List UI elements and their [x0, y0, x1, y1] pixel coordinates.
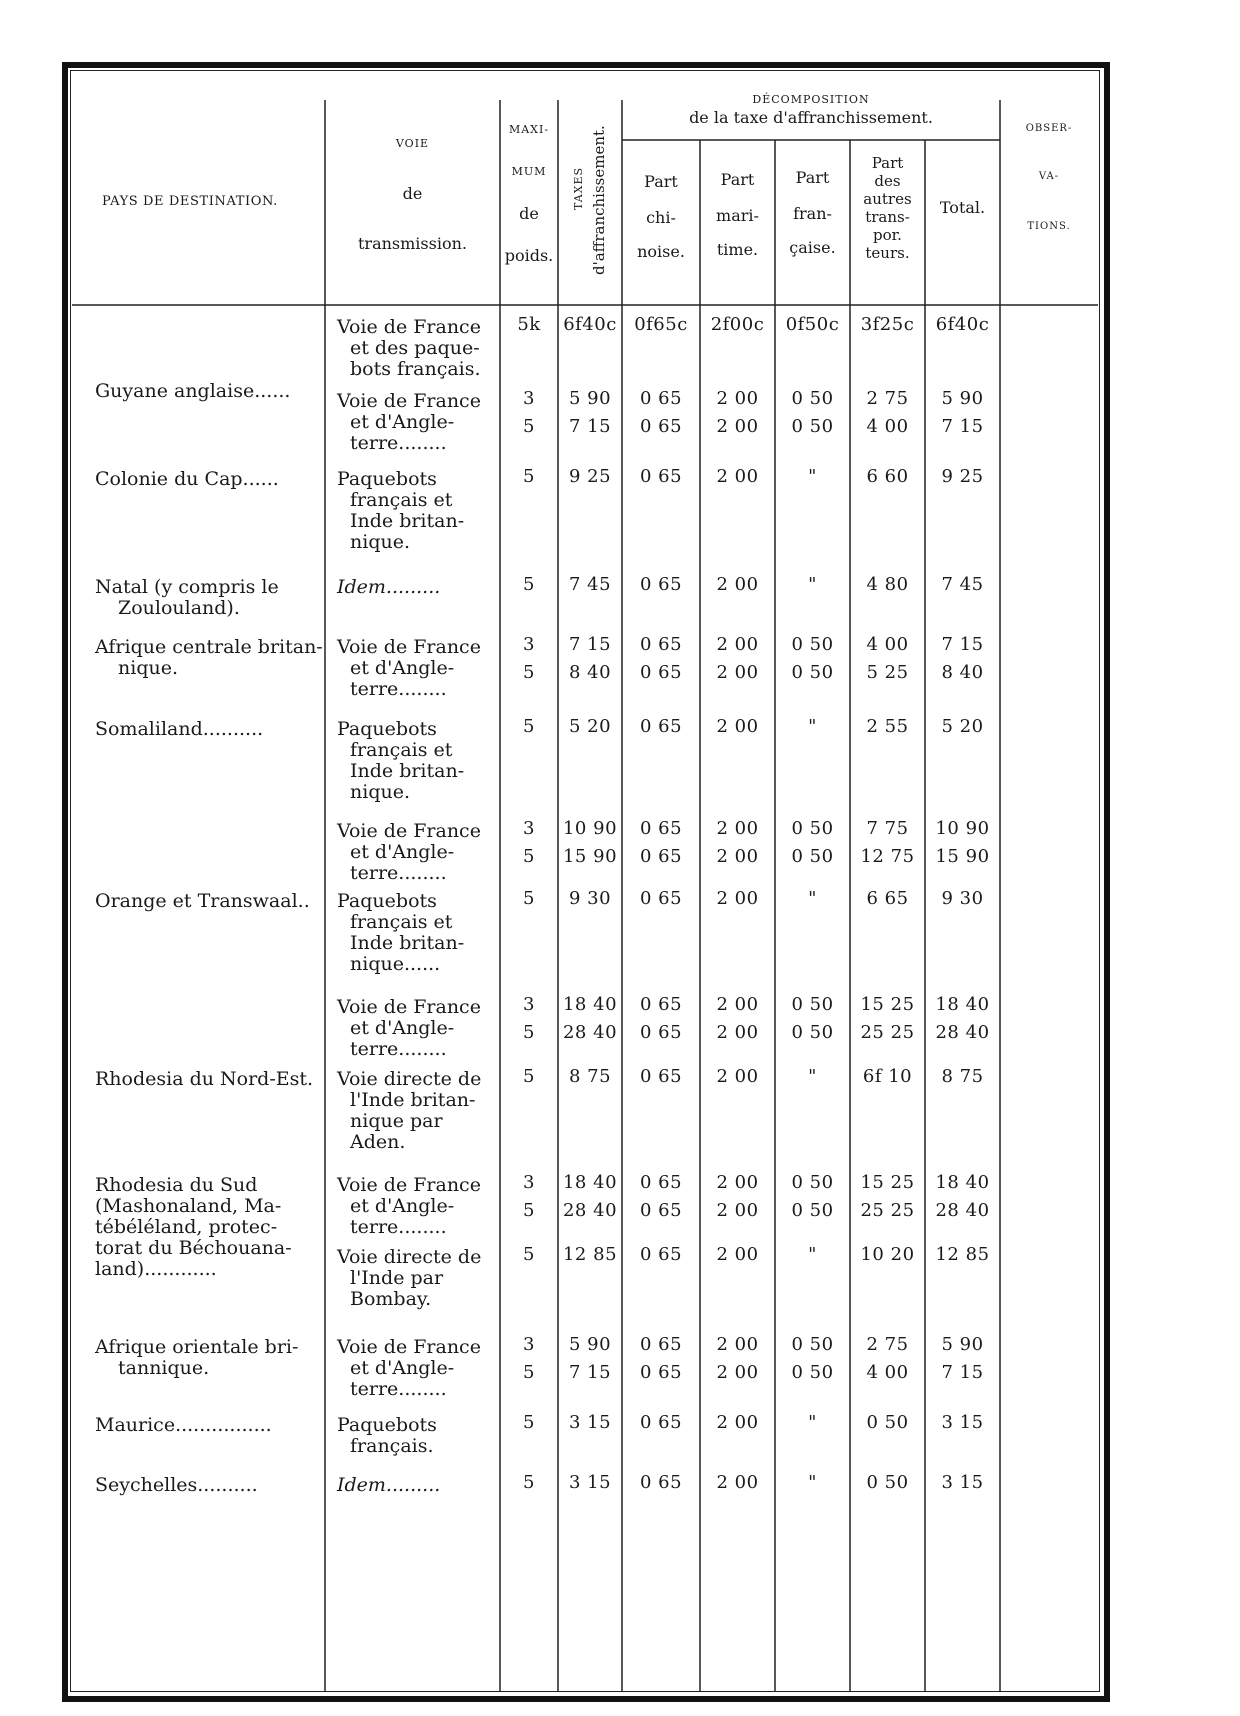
row-pays: Orange et Transwaal..: [95, 890, 310, 912]
row-voie: et des paque-: [350, 337, 480, 359]
row-voie: terre........: [350, 678, 447, 700]
row-francaise: 0 50: [791, 1362, 834, 1383]
row-total: 5 90: [941, 1334, 984, 1355]
row-taxe: 9 30: [568, 888, 612, 909]
row-francaise: 0 50: [791, 1172, 834, 1193]
row-total: 9 25: [941, 466, 984, 487]
row-taxe: 5 20: [568, 716, 612, 737]
row-maritime: 2 00: [716, 1412, 759, 1433]
row-maritime: 2 00: [716, 1244, 759, 1265]
row-chinoise: 0 65: [639, 662, 683, 683]
row-maritime: 2 00: [716, 1172, 759, 1193]
row-taxe: 6f40c: [563, 314, 617, 335]
header-part-autres-6: teurs.: [865, 244, 910, 262]
row-autres: 3f25c: [860, 314, 915, 335]
row-maritime: 2 00: [716, 1362, 759, 1383]
row-francaise: ": [808, 1472, 817, 1493]
header-maximum-2: MUM: [511, 165, 547, 178]
row-taxe: 3 15: [568, 1412, 612, 1433]
row-chinoise: 0 65: [639, 1172, 683, 1193]
row-francaise: 0 50: [791, 634, 834, 655]
row-maritime: 2 00: [716, 1066, 759, 1087]
row-taxe: 5 90: [568, 388, 612, 409]
row-total: 10 90: [935, 818, 990, 839]
row-voie: français.: [350, 1435, 434, 1457]
header-decomposition-1: DÉCOMPOSITION: [752, 93, 870, 106]
row-poids: 5: [523, 1066, 535, 1087]
row-voie: français et: [350, 739, 453, 761]
row-voie: nique......: [350, 953, 441, 975]
row-voie: et d'Angle-: [350, 1195, 455, 1217]
row-maritime: 2 00: [716, 662, 759, 683]
row-voie: français et: [350, 911, 453, 933]
row-autres: 5 25: [866, 662, 909, 683]
row-voie: nique.: [350, 781, 410, 803]
row-maritime: 2 00: [716, 716, 759, 737]
row-voie: Voie de France: [337, 636, 481, 658]
row-voie: Inde britan-: [350, 760, 465, 782]
row-taxe: 12 85: [562, 1244, 618, 1265]
row-poids: 3: [523, 1334, 535, 1355]
row-pays: Maurice................: [95, 1414, 272, 1436]
row-taxe: 18 40: [562, 1172, 618, 1193]
row-chinoise: 0 65: [639, 994, 683, 1015]
row-chinoise: 0 65: [639, 574, 683, 595]
row-voie: Voie de France: [337, 316, 481, 338]
row-chinoise: 0 65: [639, 1200, 683, 1221]
row-chinoise: 0 65: [639, 1412, 683, 1433]
row-maritime: 2 00: [716, 1200, 759, 1221]
row-pays: Natal (y compris le: [95, 576, 279, 598]
row-poids: 3: [523, 634, 535, 655]
row-taxe: 10 90: [562, 818, 618, 839]
row-voie: Paquebots: [337, 890, 437, 912]
row-poids: 5: [523, 888, 535, 909]
row-voie: et d'Angle-: [350, 411, 455, 433]
row-chinoise: 0 65: [639, 1472, 683, 1493]
row-total: 8 75: [941, 1066, 984, 1087]
row-total: 7 15: [941, 416, 984, 437]
row-voie: Voie de France: [337, 1336, 481, 1358]
header-part-maritime-3: time.: [716, 240, 759, 259]
row-maritime: 2f00c: [710, 314, 765, 335]
row-poids: 5: [523, 1200, 535, 1221]
row-chinoise: 0 65: [639, 466, 683, 487]
row-francaise: 0 50: [791, 388, 834, 409]
row-taxe: 28 40: [562, 1022, 618, 1043]
row-poids: 5: [523, 716, 535, 737]
row-pays: nique.: [118, 657, 178, 679]
row-taxe: 7 15: [568, 1362, 612, 1383]
row-chinoise: 0 65: [639, 1022, 683, 1043]
row-voie: Bombay.: [350, 1288, 432, 1310]
row-autres: 25 25: [860, 1022, 915, 1043]
row-chinoise: 0f65c: [634, 314, 688, 335]
row-total: 18 40: [935, 1172, 990, 1193]
row-voie: Voie directe de: [337, 1068, 482, 1090]
header-part-autres-1: Part: [871, 154, 904, 172]
row-autres: 10 20: [860, 1244, 915, 1265]
row-total: 3 15: [941, 1472, 984, 1493]
row-autres: 2 75: [866, 388, 909, 409]
row-chinoise: 0 65: [639, 716, 683, 737]
header-part-autres-2: des: [874, 172, 901, 190]
header-maximum-1: MAXI-: [508, 123, 550, 136]
row-total: 7 15: [941, 1362, 984, 1383]
row-pays: land)............: [95, 1258, 217, 1280]
row-taxe: 7 45: [568, 574, 612, 595]
row-voie: Inde britan-: [350, 510, 465, 532]
row-voie: l'Inde britan-: [350, 1089, 476, 1111]
row-francaise: ": [808, 1412, 817, 1433]
header-part-autres-3: autres: [863, 190, 912, 208]
row-francaise: 0 50: [791, 994, 834, 1015]
header-maximum-4: poids.: [504, 246, 554, 265]
row-voie: Voie de France: [337, 390, 481, 412]
row-maritime: 2 00: [716, 888, 759, 909]
row-taxe: 7 15: [568, 416, 612, 437]
row-maritime: 2 00: [716, 388, 759, 409]
row-total: 28 40: [935, 1200, 990, 1221]
row-autres: 2 55: [866, 716, 909, 737]
row-pays: Colonie du Cap......: [95, 468, 279, 490]
row-poids: 5: [523, 1362, 535, 1383]
row-francaise: ": [808, 1066, 817, 1087]
header-taxes-1: TAXES: [572, 166, 585, 210]
row-chinoise: 0 65: [639, 1066, 683, 1087]
row-voie: terre........: [350, 1216, 447, 1238]
row-francaise: 0 50: [791, 846, 834, 867]
row-autres: 6f 10: [862, 1066, 913, 1087]
row-chinoise: 0 65: [639, 1362, 683, 1383]
row-taxe: 28 40: [562, 1200, 618, 1221]
row-voie: et d'Angle-: [350, 841, 455, 863]
row-taxe: 9 25: [568, 466, 612, 487]
row-chinoise: 0 65: [639, 416, 683, 437]
row-voie: français et: [350, 489, 453, 511]
row-poids: 5: [523, 1472, 535, 1493]
row-chinoise: 0 65: [639, 634, 683, 655]
row-taxe: 5 90: [568, 1334, 612, 1355]
row-voie: Paquebots: [337, 718, 437, 740]
row-poids: 3: [523, 818, 535, 839]
row-autres: 4 80: [866, 574, 909, 595]
row-total: 5 90: [941, 388, 984, 409]
row-pays: Rhodesia du Sud: [95, 1174, 258, 1196]
row-voie: terre........: [350, 1378, 447, 1400]
row-autres: 15 25: [860, 1172, 915, 1193]
row-chinoise: 0 65: [639, 888, 683, 909]
row-total: 18 40: [935, 994, 990, 1015]
row-poids: 3: [523, 388, 535, 409]
row-autres: 15 25: [860, 994, 915, 1015]
header-part-francaise-1: Part: [795, 168, 830, 187]
row-autres: 4 00: [866, 634, 909, 655]
row-chinoise: 0 65: [639, 818, 683, 839]
row-voie: terre........: [350, 432, 447, 454]
row-voie: Inde britan-: [350, 932, 465, 954]
row-chinoise: 0 65: [639, 846, 683, 867]
row-chinoise: 0 65: [639, 1244, 683, 1265]
row-francaise: 0 50: [791, 416, 834, 437]
row-autres: 6 60: [866, 466, 909, 487]
row-francaise: ": [808, 888, 817, 909]
row-maritime: 2 00: [716, 1472, 759, 1493]
row-francaise: 0 50: [791, 1022, 834, 1043]
row-poids: 3: [523, 1172, 535, 1193]
row-poids: 5: [523, 466, 535, 487]
row-taxe: 8 75: [568, 1066, 612, 1087]
row-total: 6f40c: [935, 314, 990, 335]
header-pays: PAYS DE DESTINATION.: [102, 194, 278, 209]
header-part-chinoise-3: noise.: [637, 242, 685, 261]
row-francaise: ": [808, 1244, 817, 1265]
row-total: 7 45: [941, 574, 984, 595]
header-observations-2: VA-: [1038, 171, 1060, 182]
row-maritime: 2 00: [716, 994, 759, 1015]
row-voie: Idem.........: [337, 1474, 441, 1496]
header-part-francaise-3: çaise.: [789, 238, 836, 257]
row-pays: Guyane anglaise......: [95, 380, 291, 402]
row-francaise: 0f50c: [785, 314, 840, 335]
row-autres: 4 00: [866, 1362, 909, 1383]
row-maritime: 2 00: [716, 416, 759, 437]
row-maritime: 2 00: [716, 634, 759, 655]
row-total: 15 90: [935, 846, 990, 867]
row-poids: 5: [523, 416, 535, 437]
row-maritime: 2 00: [716, 1334, 759, 1355]
row-taxe: 15 90: [562, 846, 618, 867]
header-part-maritime-2: mari-: [716, 206, 759, 225]
row-voie: Voie de France: [337, 820, 481, 842]
row-pays: Zoulouland).: [118, 597, 240, 619]
row-voie: bots français.: [350, 358, 481, 380]
row-taxe: 8 40: [568, 662, 612, 683]
row-maritime: 2 00: [716, 466, 759, 487]
row-chinoise: 0 65: [639, 1334, 683, 1355]
row-poids: 3: [523, 994, 535, 1015]
row-total: 9 30: [941, 888, 984, 909]
row-poids: 5: [523, 662, 535, 683]
row-francaise: ": [808, 716, 817, 737]
row-pays: torat du Béchouana-: [95, 1237, 292, 1259]
row-maritime: 2 00: [716, 846, 759, 867]
row-maritime: 2 00: [716, 574, 759, 595]
row-poids: 5: [523, 1022, 535, 1043]
row-voie: Paquebots: [337, 468, 437, 490]
row-total: 8 40: [941, 662, 984, 683]
header-decomposition-2: de la taxe d'affranchissement.: [689, 108, 933, 127]
row-francaise: 0 50: [791, 818, 834, 839]
row-voie: et d'Angle-: [350, 1357, 455, 1379]
row-francaise: 0 50: [791, 1200, 834, 1221]
row-francaise: 0 50: [791, 1334, 834, 1355]
header-observations-1: OBSER-: [1025, 123, 1073, 134]
header-part-maritime-1: Part: [720, 170, 755, 189]
row-autres: 7 75: [866, 818, 909, 839]
row-taxe: 7 15: [568, 634, 612, 655]
row-pays: Seychelles..........: [95, 1474, 258, 1496]
row-taxe: 3 15: [568, 1472, 612, 1493]
row-pays: tannique.: [118, 1357, 210, 1379]
row-pays: (Mashonaland, Ma-: [95, 1195, 282, 1217]
row-total: 12 85: [935, 1244, 990, 1265]
row-francaise: ": [808, 574, 817, 595]
row-voie: Idem.........: [337, 576, 441, 598]
row-autres: 0 50: [866, 1472, 909, 1493]
row-francaise: ": [808, 466, 817, 487]
row-taxe: 18 40: [562, 994, 618, 1015]
header-part-chinoise-2: chi-: [646, 208, 676, 227]
row-voie: nique.: [350, 531, 410, 553]
row-poids: 5: [523, 1412, 535, 1433]
row-voie: et d'Angle-: [350, 657, 455, 679]
row-francaise: 0 50: [791, 662, 834, 683]
row-voie: Paquebots: [337, 1414, 437, 1436]
row-voie: Voie de France: [337, 1174, 481, 1196]
header-observations-3: TIONS.: [1027, 221, 1071, 232]
row-poids: 5: [523, 1244, 535, 1265]
row-maritime: 2 00: [716, 1022, 759, 1043]
row-autres: 25 25: [860, 1200, 915, 1221]
row-voie: Voie de France: [337, 996, 481, 1018]
header-part-autres-5: por.: [873, 226, 902, 244]
header-maximum-3: de: [519, 204, 539, 223]
header-part-chinoise-1: Part: [644, 172, 678, 191]
row-voie: et d'Angle-: [350, 1017, 455, 1039]
header-voie-3: transmission.: [358, 234, 467, 253]
row-total: 5 20: [941, 716, 984, 737]
row-maritime: 2 00: [716, 818, 759, 839]
row-voie: nique par: [350, 1110, 443, 1132]
row-voie: l'Inde par: [350, 1267, 444, 1289]
header-voie-1: VOIE: [395, 137, 430, 150]
row-autres: 4 00: [866, 416, 909, 437]
header-voie-2: de: [402, 184, 423, 203]
row-voie: Aden.: [350, 1131, 406, 1153]
row-pays: Afrique centrale britan-: [95, 636, 323, 658]
row-total: 3 15: [941, 1412, 984, 1433]
header-part-autres-4: trans-: [865, 208, 910, 226]
header-taxes-2: d'affranchissement.: [590, 125, 608, 275]
row-voie: terre........: [350, 1038, 447, 1060]
header-part-francaise-2: fran-: [793, 204, 832, 223]
row-poids: 5: [523, 846, 535, 867]
row-pays: Somaliland..........: [95, 718, 264, 740]
row-pays: Afrique orientale bri-: [95, 1336, 299, 1358]
row-total: 28 40: [935, 1022, 990, 1043]
row-total: 7 15: [941, 634, 984, 655]
row-voie: Voie directe de: [337, 1246, 482, 1268]
header-total: Total.: [939, 198, 986, 217]
row-voie: terre........: [350, 862, 447, 884]
row-poids: 5k: [517, 314, 541, 335]
row-autres: 0 50: [866, 1412, 909, 1433]
row-chinoise: 0 65: [639, 388, 683, 409]
row-autres: 12 75: [860, 846, 915, 867]
row-pays: tébéléland, protec-: [95, 1216, 278, 1238]
row-autres: 6 65: [866, 888, 909, 909]
row-poids: 5: [523, 574, 535, 595]
row-pays: Rhodesia du Nord-Est.: [95, 1068, 314, 1090]
row-autres: 2 75: [866, 1334, 909, 1355]
